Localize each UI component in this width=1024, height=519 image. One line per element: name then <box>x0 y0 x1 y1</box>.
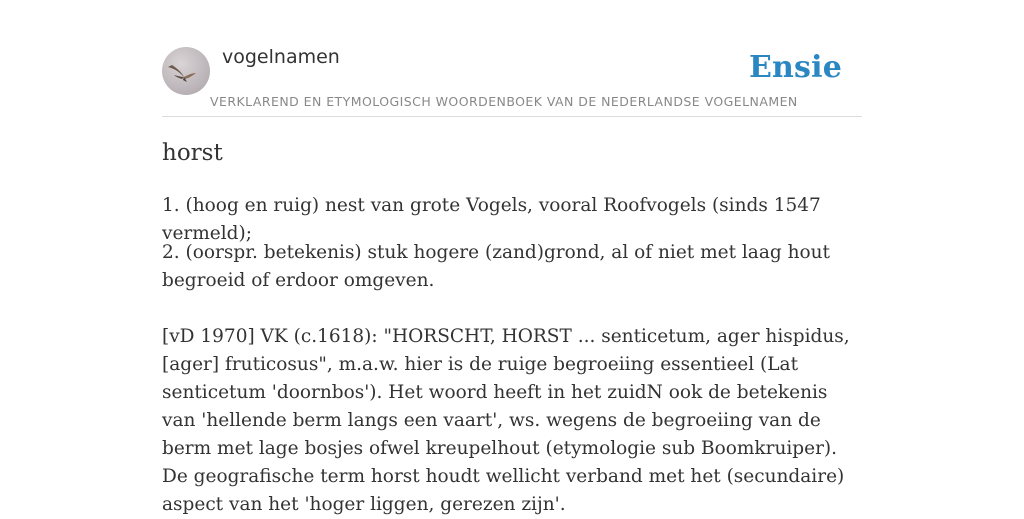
entry-title: horst <box>162 140 223 166</box>
definition-2: 2. (oorspr. betekenis) stuk hogere (zand)grond, al of niet met laag hout begroeid of erdoor omgeven. <box>162 242 830 291</box>
brand-logo-link[interactable]: Ensie <box>748 50 842 85</box>
definition-1: 1. (hoog en ruig) nest van grote Vogels, vooral Roofvogels (sinds 1547 vermeld); <box>162 195 821 244</box>
site-name-link[interactable]: vogelnamen <box>222 46 340 68</box>
site-subtitle: VERKLAREND EN ETYMOLOGISCH WOORDENBOEK VAN DE NEDERLANDSE VOGELNAMEN <box>210 94 798 109</box>
bird-avatar-icon[interactable] <box>162 47 210 95</box>
site-header <box>162 0 862 117</box>
page <box>162 0 862 515</box>
etymology-note: [vD 1970] VK (c.1618): "HORSCHT, HORST ... senticetum, ager hispidus, [ager] fruticosus", m.a.w. hier is de ruige begroeiing essentieel (Lat senticetum 'doornbos'). Het woord heeft in het zuidN ook de betekenis van 'hellende berm langs een vaart', ws. wegens de begroeiing van de berm met lage bosjes ofwel kreupelhout (etymologie sub Boomkruiper). De geografische term horst houdt wellicht verband met het (secundaire) aspect van het 'hoger liggen, gerezen zijn'. <box>162 326 850 515</box>
